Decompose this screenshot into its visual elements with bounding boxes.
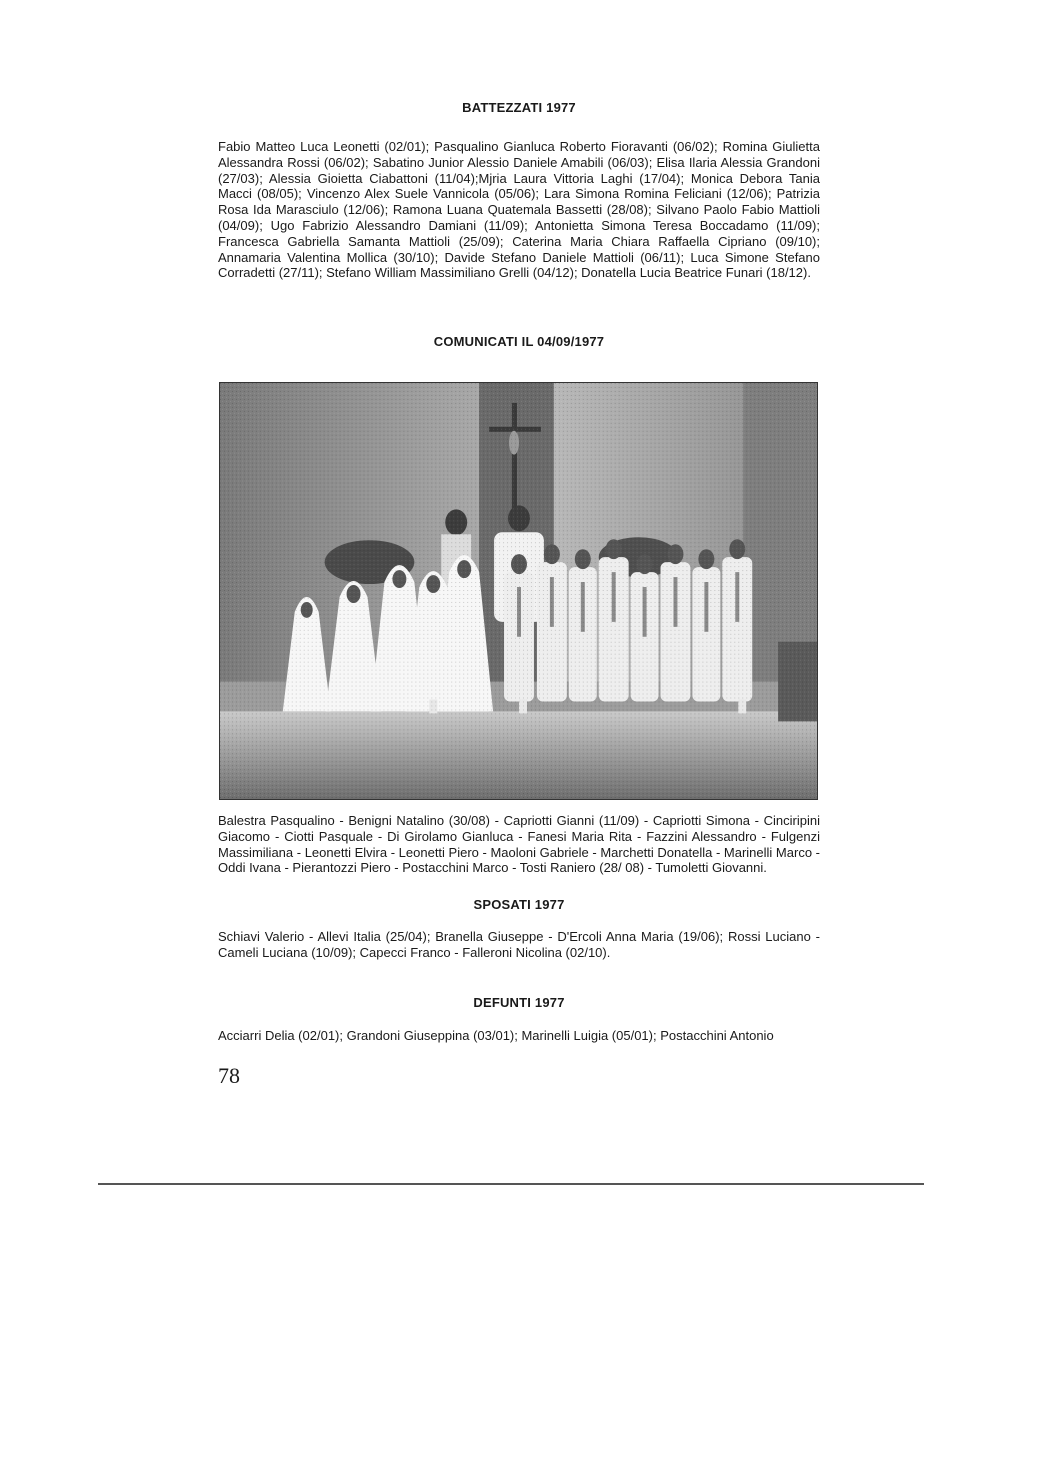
deceased-heading: DEFUNTI 1977 <box>473 995 565 1010</box>
communion-heading: COMUNICATI IL 04/09/1977 <box>433 334 605 349</box>
deceased-list: Acciarri Delia (02/01); Grandoni Giuseppina (03/01); Marinelli Luigia (05/01); Postacchini Antonio <box>218 1028 774 1043</box>
married-heading: SPOSATI 1977 <box>473 897 565 912</box>
page-number: 78 <box>218 1063 240 1088</box>
first-communion-photo <box>219 382 818 800</box>
footer-rule <box>98 1183 924 1185</box>
communion-list: Balestra Pasqualino - Benigni Natalino (30/08) - Capriotti Gianni (11/09) - Capriotti Simona - Cinciripini Giacomo - Ciotti Pasquale - Di Girolamo Gianluca - Fanesi Maria Rita - Fazzini Alessandro - Fulgenzi Massimiliana - Leonetti Elvira - Leonetti Piero - Maoloni Gabriele - Marchetti Donatella - Marinelli Marco - Oddi Ivana - Pierantozzi Piero - Postacchini Marco - Tosti Raniero (28/ 08) - Tumoletti Giovanni. <box>218 813 820 876</box>
baptized-list: Fabio Matteo Luca Leonetti (02/01); Pasqualino Gianluca Roberto Fioravanti (06/02); Romina Giulietta Alessandra Rossi (06/02); Sabatino Junior Alessio Daniele Amabili (06/03); Elisa Ilaria Alessia Grandoni (27/03); Alessia Gioietta Ciabattoni (11/04);Mjria Laura Vittoria Laghi (17/04); Monica Debora Tania Macci (08/05); Vincenzo Alex Suele Vannicola (05/06); Lara Simona Romina Feliciani (12/06); Patrizia Rosa Ida Marasciulo (12/06); Ramona Luana Quatemala Bassetti (28/08); Silvano Paolo Fabio Mattioli (04/09); Ugo Fabrizio Alessandro Damiani (11/09); Antonietta Simona Teresa Boccadamo (11/09); Francesca Gabriella Samanta Mattioli (25/09); Caterina Maria Chiara Raffaella Cipriano (09/10); Annamaria Valentina Mollica (30/10); Davide Stefano Daniele Mattioli (06/11); Luca Simone Stefano Corradetti (27/11); Stefano William Massimiliano Grelli (04/12); Donatella Lucia Beatrice Funari (18/12). <box>218 139 820 281</box>
married-list: Schiavi Valerio - Allevi Italia (25/04); Branella Giuseppe - D'Ercoli Anna Maria (19/06); Rossi Luciano - Cameli Luciana (10/09); Capecci Franco - Falleroni Nicolina (02/10). <box>218 929 820 960</box>
baptized-heading: BATTEZZATI 1977 <box>462 100 576 115</box>
group-photo-illustration <box>220 383 817 799</box>
